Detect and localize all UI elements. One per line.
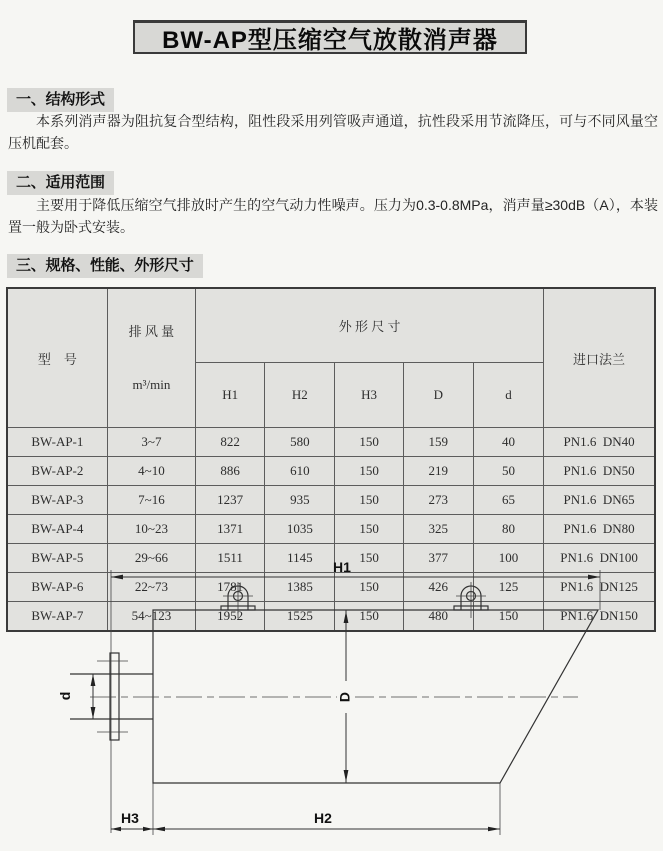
cell-model: BW-AP-1 — [7, 428, 107, 457]
silencer-body-outline — [153, 610, 598, 783]
cell-D: 273 — [403, 486, 473, 515]
dim-label-D: D — [336, 691, 353, 703]
cell-flow: 7~16 — [107, 486, 195, 515]
section-body-application: 主要用于降低压缩空气排放时产生的空气动力性噪声。压力为0.3-0.8MPa，消声量≥30dB（A），本装置一般为卧式安装。 — [8, 197, 658, 235]
cell-model: BW-AP-4 — [7, 515, 107, 544]
section-body-structure: 本系列消声器为阻抗复合型结构，阻性段采用列管吸声通道，抗性段采用节流降压，可与不同风量空压机配套。 — [8, 113, 658, 151]
cell-flange: PN1.6 DN40 — [544, 428, 655, 457]
cell-D: 219 — [403, 457, 473, 486]
cell-h2: 1525 — [265, 602, 335, 631]
section-heading-application: 二、适用范围 — [7, 171, 114, 195]
cell-model: BW-AP-6 — [7, 573, 107, 602]
cell-h3: 150 — [335, 515, 403, 544]
cell-flange: PN1.6 DN80 — [544, 515, 655, 544]
cell-h1: 1952 — [196, 602, 265, 631]
header-dim-D: D — [403, 362, 473, 427]
table-row — [7, 457, 655, 486]
cell-flow: 54~123 — [107, 602, 195, 631]
dim-label-h3: H3 — [121, 810, 139, 826]
cell-h2: 1145 — [265, 544, 335, 573]
flange-bolt-centerlines — [97, 661, 128, 732]
cell-h1: 1237 — [196, 486, 265, 515]
cell-h3: 150 — [335, 428, 403, 457]
dim-label-h1: H1 — [333, 559, 351, 575]
cell-D: 480 — [403, 602, 473, 631]
cell-d: 150 — [473, 602, 543, 631]
cell-h3: 150 — [335, 573, 403, 602]
table-row — [7, 486, 655, 515]
cell-D: 159 — [403, 428, 473, 457]
dimension-diagram — [0, 555, 663, 851]
cell-flange: PN1.6 DN125 — [544, 573, 655, 602]
section-heading-specs: 三、规格、性能、外形尺寸 — [7, 254, 203, 278]
header-model: 型 号 — [7, 288, 107, 428]
cell-h3: 150 — [335, 544, 403, 573]
header-dim-d: d — [473, 362, 543, 427]
cell-d: 125 — [473, 573, 543, 602]
cell-D: 377 — [403, 544, 473, 573]
cell-D: 325 — [403, 515, 473, 544]
cell-h1: 886 — [196, 457, 265, 486]
dim-label-h2: H2 — [314, 810, 332, 826]
dim-h2 — [153, 810, 500, 831]
cell-h1: 1781 — [196, 573, 265, 602]
cell-d: 65 — [473, 486, 543, 515]
dim-label-d: d — [57, 691, 73, 701]
header-dim-h3: H3 — [335, 362, 403, 427]
cell-d: 40 — [473, 428, 543, 457]
header-flow-unit: m³/min — [132, 377, 171, 392]
dim-d-large — [337, 610, 355, 783]
cell-flange: PN1.6 DN50 — [544, 457, 655, 486]
header-dim-h2: H2 — [265, 362, 335, 427]
dim-h1 — [111, 559, 600, 579]
table-row — [7, 515, 655, 544]
inlet-pipe — [70, 674, 153, 719]
cell-h2: 1385 — [265, 573, 335, 602]
cell-flange: PN1.6 DN100 — [544, 544, 655, 573]
header-flange: 进口法兰 — [544, 288, 655, 428]
cell-h2: 1035 — [265, 515, 335, 544]
cell-h2: 580 — [265, 428, 335, 457]
cell-flow: 4~10 — [107, 457, 195, 486]
cell-h3: 150 — [335, 602, 403, 631]
cell-flow: 3~7 — [107, 428, 195, 457]
cell-flange: PN1.6 DN65 — [544, 486, 655, 515]
cell-flow: 29~66 — [107, 544, 195, 573]
table-header-row-1 — [7, 288, 655, 362]
lifting-lug-left — [221, 582, 255, 618]
page-title: BW-AP型压缩空气放散消声器 — [162, 27, 498, 54]
cell-h2: 610 — [265, 457, 335, 486]
cell-h3: 150 — [335, 457, 403, 486]
cell-h1: 1511 — [196, 544, 265, 573]
document-title-banner — [133, 20, 527, 54]
dim-h3 — [111, 810, 153, 831]
cell-model: BW-AP-5 — [7, 544, 107, 573]
header-flow — [107, 288, 195, 428]
lifting-lug-right — [454, 582, 488, 618]
cell-flange: PN1.6 DN150 — [544, 602, 655, 631]
dim-d-small — [57, 674, 95, 719]
cell-d: 100 — [473, 544, 543, 573]
cell-d: 80 — [473, 515, 543, 544]
table-row — [7, 428, 655, 457]
cell-model: BW-AP-7 — [7, 602, 107, 631]
cell-flow: 22~73 — [107, 573, 195, 602]
header-dim-h1: H1 — [196, 362, 265, 427]
cell-h1: 1371 — [196, 515, 265, 544]
header-dimensions-group: 外 形 尺 寸 — [196, 288, 544, 362]
cell-flow: 10~23 — [107, 515, 195, 544]
section-heading-structure: 一、结构形式 — [7, 88, 114, 112]
cell-D: 426 — [403, 573, 473, 602]
cell-h2: 935 — [265, 486, 335, 515]
header-flow-label: 排 风 量 — [128, 324, 175, 339]
cell-d: 50 — [473, 457, 543, 486]
cell-model: BW-AP-3 — [7, 486, 107, 515]
cell-h3: 150 — [335, 486, 403, 515]
cell-h1: 822 — [196, 428, 265, 457]
cell-model: BW-AP-2 — [7, 457, 107, 486]
